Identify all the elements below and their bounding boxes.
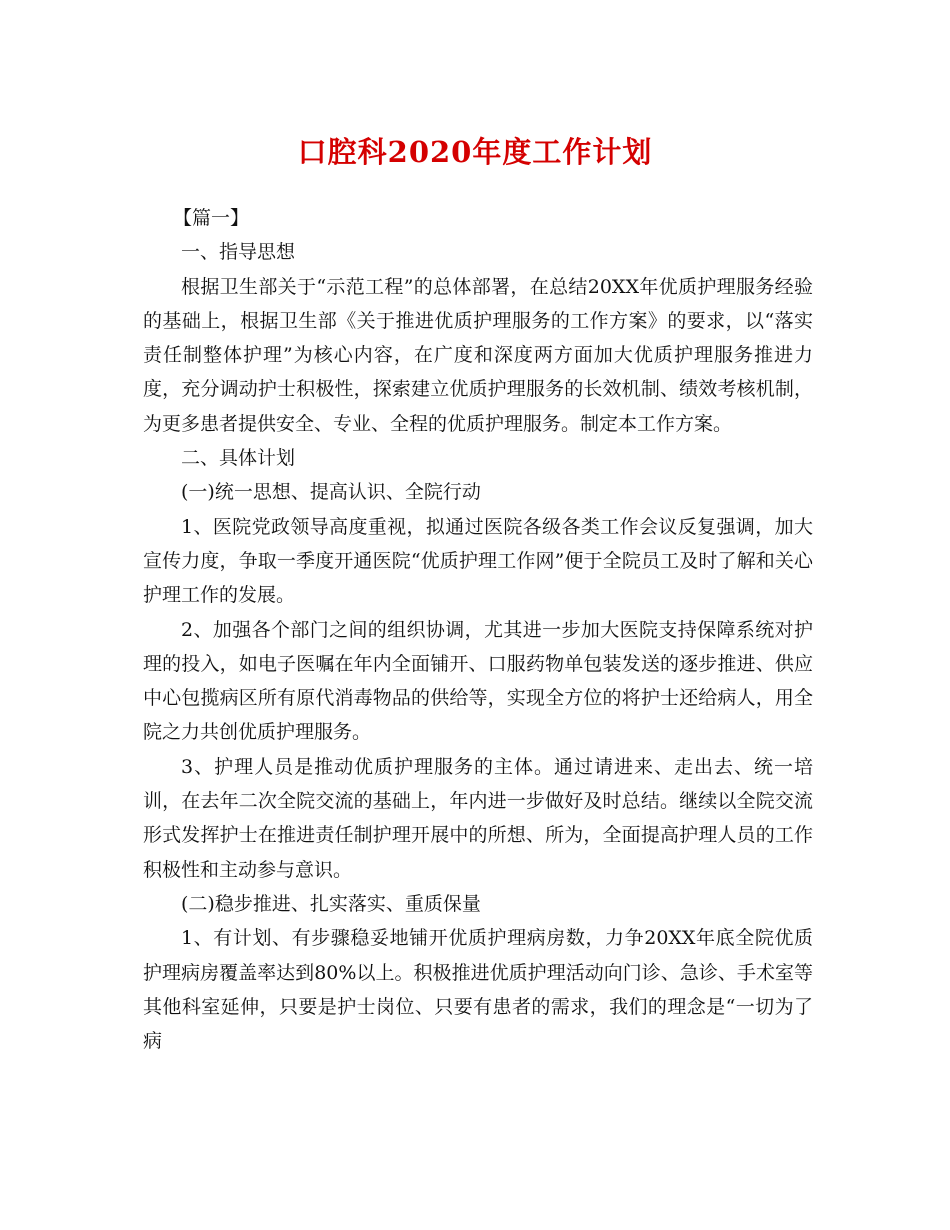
paragraph: 1、有计划、有步骤稳妥地铺开优质护理病房数，力争20XX年底全院优质护理病房覆盖率达到80%以上。积极推进优质护理活动向门诊、急诊、手术室等其他科室延伸，只要是护士岗位、只要有患者的需求，我们的理念是“一切为了病 — [143, 927, 813, 1053]
subheading: (一)统一思想、提高认识、全院行动 — [181, 481, 481, 504]
section-label: 【篇一】 — [173, 207, 250, 229]
heading-specific-plan: 二、具体计划 — [181, 447, 296, 470]
paragraph: 2、加强各个部门之间的组织协调，尤其进一步加大医院支持保障系统对护理的投入，如电子医嘱在年内全面铺开、口服药物单包装发送的逐步推进、供应中心包揽病区所有原代消毒物品的供给等，实现全方位的将护士还给病人，用全院之力共创优质护理服务。 — [143, 618, 813, 744]
heading-guiding-ideology: 一、指导思想 — [181, 241, 296, 264]
subheading: (二)稳步推进、扎实落实、重质保量 — [181, 892, 481, 915]
paragraph: 3、护理人员是推动优质护理服务的主体。通过请进来、走出去、统一培训，在去年二次全院交流的基础上，年内进一步做好及时总结。继续以全院交流形式发挥护士在推进责任制护理开展中的所想、所为，全面提高护理人员的工作积极性和主动参与意识。 — [143, 755, 813, 881]
document-body — [143, 201, 813, 1058]
document-title: 口腔科2020年度工作计划 — [297, 135, 653, 169]
paragraph: 1、医院党政领导高度重视，拟通过医院各级各类工作会议反复强调，加大宣传力度，争取一季度开通医院“优质护理工作网”便于全院员工及时了解和关心护理工作的发展。 — [143, 515, 813, 607]
paragraph: 根据卫生部关于“示范工程”的总体部署，在总结20XX年优质护理服务经验的基础上，根据卫生部《关于推进优质护理服务的工作方案》的要求，以“落实责任制整体护理”为核心内容，在广度和深度两方面加大优质护理服务推进力度，充分调动护士积极性，探索建立优质护理服务的长效机制、绩效考核机制，为更多患者提供安全、专业、全程的优质护理服务。制定本工作方案。 — [143, 275, 813, 435]
